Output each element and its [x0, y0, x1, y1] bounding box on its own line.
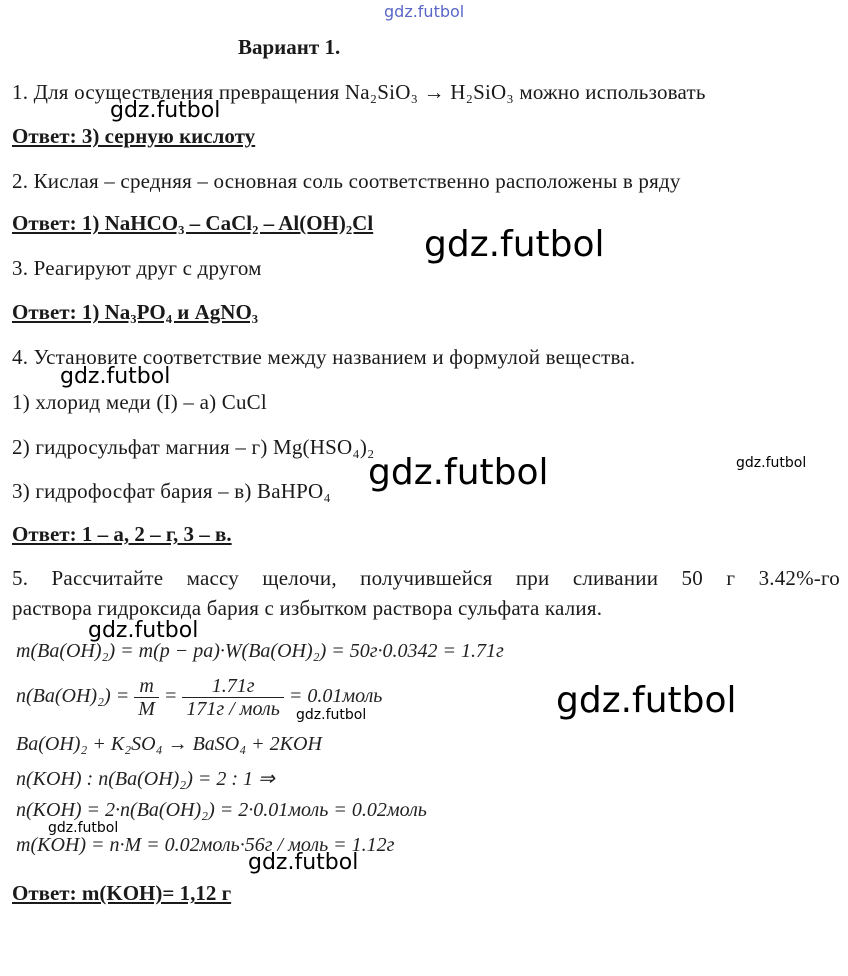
watermark: gdz.futbol	[48, 820, 119, 836]
answer-5: Ответ: m(KOH)= 1,12 г	[12, 881, 232, 905]
question-3: 3. Реагируют друг с другом	[12, 256, 262, 280]
equation-2-lhs: n(Ba(OH)₂) =	[16, 685, 130, 708]
watermark: gdz.futbol	[248, 850, 359, 875]
watermark: gdz.futbol	[60, 364, 171, 389]
question-4-item-1: 1) хлорид меди (I) – а) CuCl	[12, 390, 267, 414]
question-4-item-2: 2) гидросульфат магния – г) Mg(HSO₄)₂	[12, 435, 375, 459]
watermark: gdz.futbol	[556, 680, 737, 721]
fraction-numerator: 1.71г	[182, 675, 283, 698]
equals-sign: =	[163, 685, 178, 708]
watermark: gdz.futbol	[296, 707, 367, 723]
watermark: gdz.futbol	[88, 618, 199, 643]
equation-2-rhs: = 0.01моль	[288, 685, 383, 708]
question-5-line-1: 5. Рассчитайте массу щелочи, получившейся при сливании 50 г 3.42%-го	[12, 566, 840, 590]
answer-3: Ответ: 1) Na₃PO₄ и AgNO₃	[12, 300, 259, 324]
answer-4: Ответ: 1 – а, 2 – г, 3 – в.	[12, 522, 232, 546]
watermark: gdz.futbol	[424, 224, 605, 265]
question-4: 4. Установите соответствие между названием и формулой вещества.	[12, 345, 636, 369]
equation-3: Ba(OH)₂ + K₂SO₄ → BaSO₄ + 2KOH	[16, 733, 322, 755]
answer-1: Ответ: 3) серную кислоту	[12, 124, 256, 148]
fraction-values	[182, 675, 283, 720]
fraction-denominator: 171г / моль	[186, 698, 280, 720]
question-4-item-3: 3) гидрофосфат бария – в) BaHPO₄	[12, 479, 331, 503]
watermark-top: gdz.futbol	[384, 2, 465, 21]
equation-4: n(KOH) : n(Ba(OH)₂) = 2 : 1 ⇒	[16, 768, 275, 790]
fraction-numerator: m	[134, 675, 159, 698]
fraction-denominator: M	[138, 698, 155, 720]
page-title: Вариант 1.	[238, 35, 341, 59]
watermark: gdz.futbol	[110, 98, 221, 123]
fraction-m-over-M	[134, 675, 159, 720]
equation-1: m(Ba(OH)₂) = m(p − pa)·W(Ba(OH)₂) = 50г·0.0342 = 1.71г	[16, 640, 504, 662]
question-5-line-2: раствора гидроксида бария с избытком раствора сульфата калия.	[12, 596, 603, 620]
question-1: 1. Для осуществления превращения Na₂SiO₃ → H₂SiO₃ можно использовать	[12, 80, 706, 104]
watermark: gdz.futbol	[736, 455, 807, 471]
question-2: 2. Кислая – средняя – основная соль соответственно расположены в ряду	[12, 169, 681, 193]
equation-6: m(KOH) = n·M = 0.02моль·56г / моль = 1.12г	[16, 834, 395, 856]
answer-2: Ответ: 1) NaHCO₃ – CaCl₂ – Al(OH)₂Cl	[12, 211, 374, 235]
watermark: gdz.futbol	[368, 452, 549, 493]
equation-5: n(KOH) = 2·n(Ba(OH)₂) = 2·0.01моль = 0.02моль	[16, 799, 427, 821]
